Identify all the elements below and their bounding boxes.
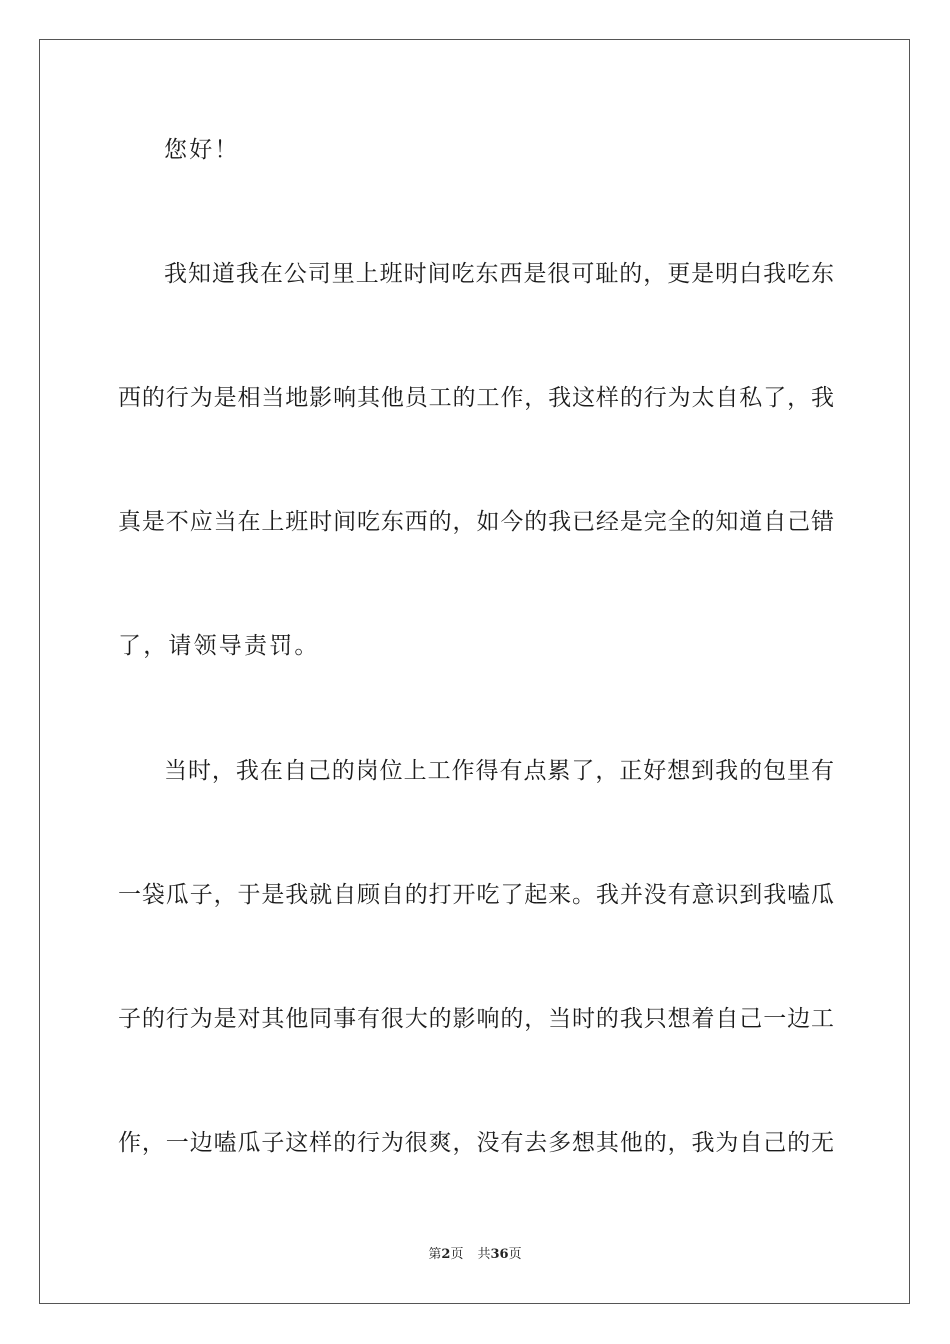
footer-page-prefix: 第 [428,1247,442,1262]
footer-total-number: 36 [490,1247,509,1262]
paragraph-2-line-4: 作，一边嗑瓜子这样的行为很爽，没有去多想其他的，我为自己的无 [118,1130,834,1156]
footer-page-number: 2 [441,1247,451,1262]
paragraph-2-line-2: 一袋瓜子，于是我就自顾自的打开吃了起来。我并没有意识到我嗑瓜 [118,882,834,908]
paragraph-1-line-4: 了，请领导责罚。 [118,633,320,659]
footer-page-suffix: 页 [450,1247,464,1262]
paragraph-1-line-3: 真是不应当在上班时间吃东西的，如今的我已经是完全的知道自己错 [118,509,834,535]
page-border [39,39,910,1304]
footer-total-prefix: 共 [477,1247,491,1262]
paragraph-1-line-1: 我知道我在公司里上班时间吃东西是很可耻的，更是明白我吃东 [164,261,834,287]
paragraph-2-line-3: 子的行为是对其他同事有很大的影响的，当时的我只想着自己一边工 [118,1006,834,1032]
paragraph-1-line-2: 西的行为是相当地影响其他员工的工作，我这样的行为太自私了，我 [118,385,834,411]
paragraph-2-line-1: 当时，我在自己的岗位上工作得有点累了，正好想到我的包里有 [164,758,834,784]
footer-total-suffix: 页 [508,1247,522,1262]
greeting-line: 您好！ [164,137,240,163]
page-footer [0,1246,950,1264]
